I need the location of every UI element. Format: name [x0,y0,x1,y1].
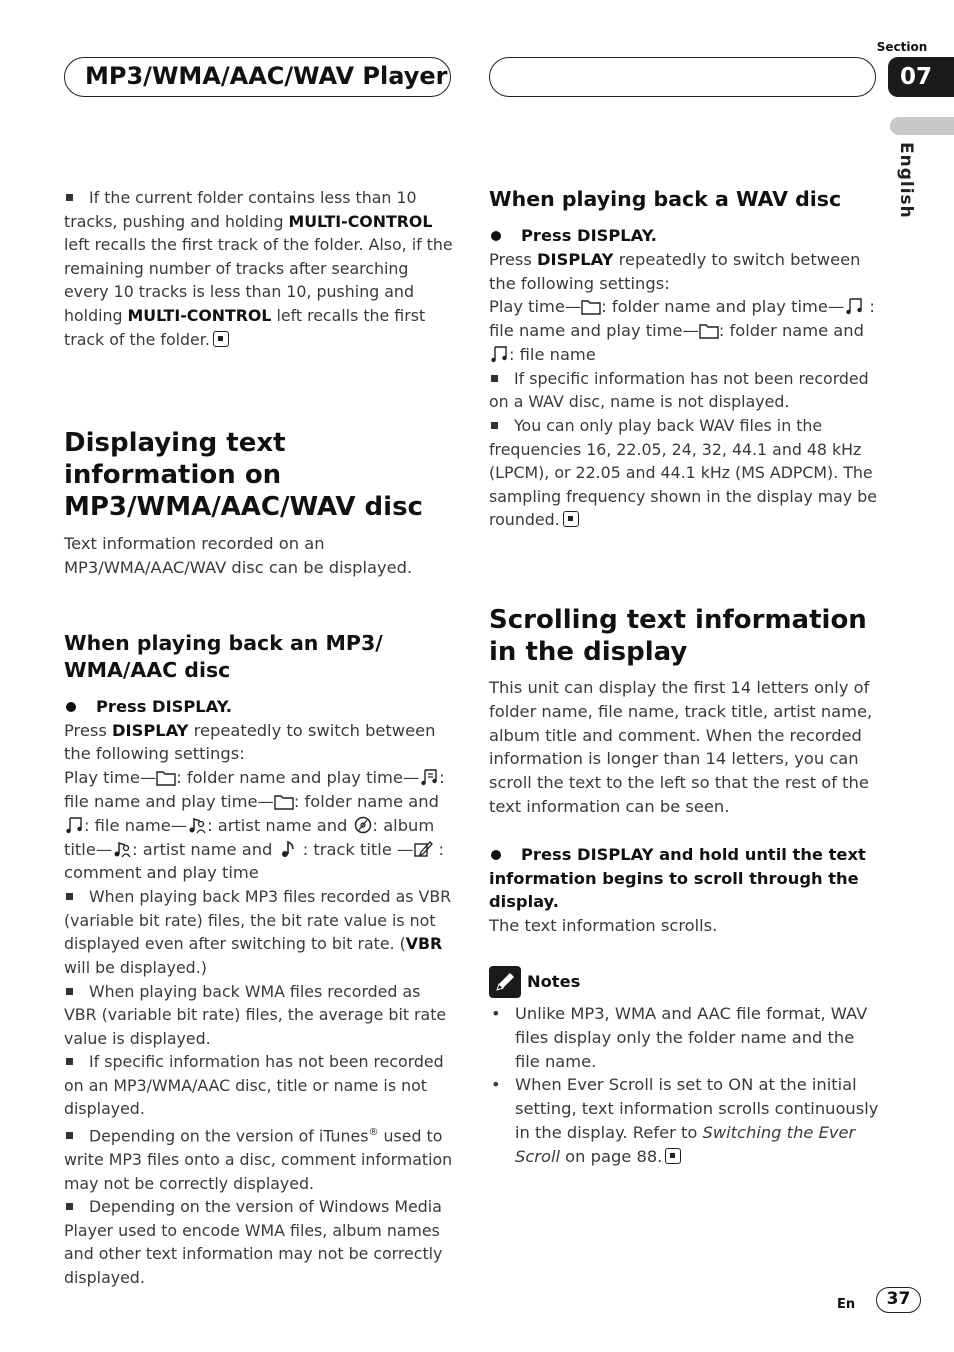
footer-language: En [837,1297,856,1312]
folder-icon [156,768,176,786]
header-title-pill [64,57,451,97]
note-itunes: Depending on the version of iTunes® used to write MP3 files onto a disc, comment information may not be correctly displayed. [64,1126,453,1193]
end-mark-icon [563,511,579,527]
section-description: Text information recorded on an MP3/WMA/AAC/WAV disc can be displayed. [64,534,413,577]
subheading-mp3-wma-aac: When playing back an MP3/ WMA/AAC disc [64,630,383,682]
note-windows-media: Depending on the version of Windows Media Player used to encode WMA files, album names and other text information may not be correctly displayed. [64,1197,443,1287]
section-heading-scrolling: Scrolling text information in the display [489,604,867,667]
square-bullet-icon [66,1203,73,1210]
step-bullet-icon [66,702,76,712]
album-icon [353,816,373,834]
note-wav-frequencies: You can only play back WAV files in the frequencies 16, 22.05, 24, 32, 44.1 and 48 kHz (LPCM), or 22.05 and 44.1 kHz (MS ADPCM). The sampling frequency shown in the display may be rounded. [489,415,877,530]
file-icon [844,297,864,315]
subheading-wav: When playing back a WAV disc [489,187,842,211]
settings-sequence-wav: Play time— : folder name and play time— : file name and play time— : folder name and : file name [489,297,875,364]
square-bullet-icon [491,375,498,382]
step-result: The text information scrolls. [489,916,718,936]
language-label: English [896,142,916,219]
page-number: 37 [876,1287,921,1313]
settings-sequence: Play time— : folder name and play time— : file name and play time— : folder name and : file name— : artist name and : album title— : artist name and : track title — : comment and play time [64,768,445,883]
folder-icon [274,792,294,810]
folder-icon [699,321,719,339]
square-bullet-icon [66,1058,73,1065]
section-heading-display-text: Displaying text information on MP3/WMA/AAC/WAV disc [64,428,423,523]
square-bullet-icon [66,893,73,900]
scrolling-description: This unit can display the first 14 letters only of folder name, file name, track title, artist name, album title and comment. When the recorded information is longer than 14 letters, you can scroll the text to the left so that the rest of the text information can be seen. [489,677,873,816]
note-wma-vbr: When playing back WMA files recorded as VBR (variable bit rate) files, the average bit rate value is displayed. [64,981,447,1048]
section-number-tab: 07 [888,57,954,97]
folder-icon [581,297,601,315]
end-mark-icon [213,331,229,347]
step-press-hold-display: Press DISPLAY and hold until the text information begins to scroll through the display. [489,844,866,912]
note-wav-no-info: If specific information has not been recorded on a WAV disc, name is not displayed. [489,368,869,412]
comment-icon [413,840,433,858]
step-description: Press DISPLAY repeatedly to switch between the following settings: [64,720,436,764]
artist-icon [112,840,132,858]
step-description-wav: Press DISPLAY repeatedly to switch between the following settings: [489,249,861,293]
note-item: • Unlike MP3, WMA and AAC file format, WAV files display only the folder name and the file name. [491,1003,868,1071]
notes-pencil-icon [489,966,521,998]
notes-header [489,966,879,998]
language-bar [890,117,954,135]
step-bullet-icon [491,850,501,860]
header-title: MP3/WMA/AAC/WAV Player [85,62,448,90]
file-icon [419,768,439,786]
square-bullet-icon [66,194,73,201]
right-column [489,186,879,1168]
notes-title: Notes [527,972,581,992]
note-vbr: When playing back MP3 files recorded as VBR (variable bit rate) files, the bit rate value is not displayed even after switching to bit rate. (VBR will be displayed.) [64,887,452,977]
square-bullet-icon [491,422,498,429]
intro-note: If the current folder contains less than 10 tracks, pushing and holding MULTI-CONTROL left recalls the first track of the folder. Also, if the remaining number of tracks after searching every 10 tracks is less than 10, pushing and holding MULTI-CONTROL left recalls the first track of the folder. [64,188,453,349]
step-bullet-icon [491,231,501,241]
left-column [64,186,454,1289]
section-label: Section [876,40,928,54]
end-mark-icon [665,1148,681,1164]
header-blank-pill [489,57,876,97]
note-no-info: If specific information has not been recorded on an MP3/WMA/AAC disc, title or name is not displayed. [64,1052,444,1119]
file-icon [489,345,509,363]
track-icon [278,840,298,858]
square-bullet-icon [66,1132,73,1139]
step-press-display-wav: Press DISPLAY. [489,224,879,248]
square-bullet-icon [66,988,73,995]
note-item: • When Ever Scroll is set to ON at the initial setting, text information scrolls continuously in the display. Refer to Switching the Ever Scroll on page 88. [491,1075,879,1166]
artist-icon [187,816,207,834]
step-press-display: Press DISPLAY. [64,695,454,719]
file-icon [64,816,84,834]
